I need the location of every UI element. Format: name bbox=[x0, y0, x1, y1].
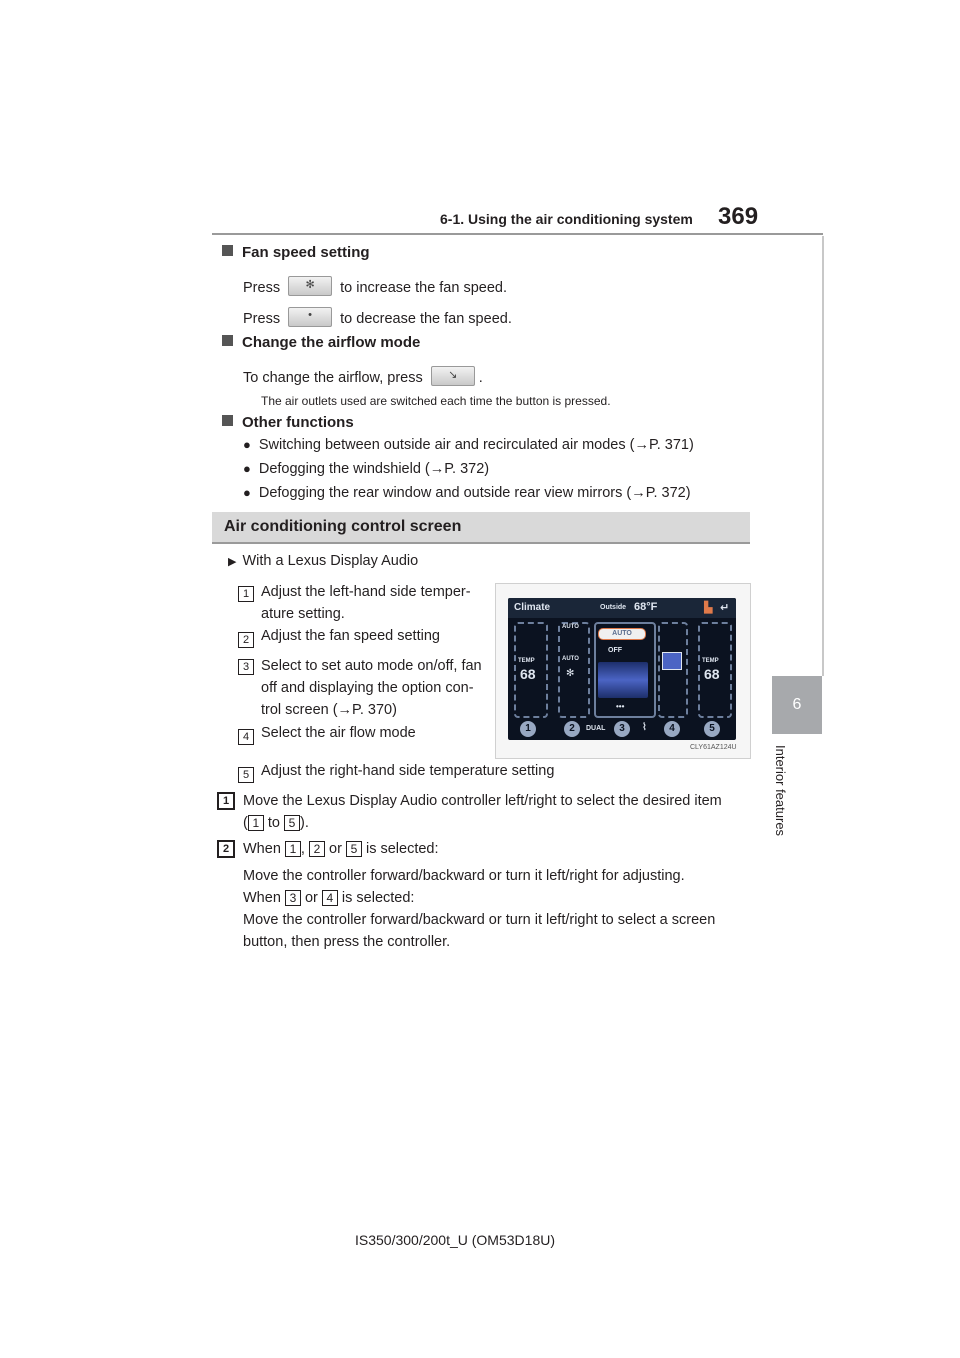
press-label: Press bbox=[243, 311, 281, 327]
item-text: Adjust the left-hand side temper- ature setting. bbox=[261, 584, 471, 622]
side-rule bbox=[822, 236, 824, 676]
bullet-icon: ● bbox=[243, 461, 251, 476]
step1-line1: Move the Lexus Display Audio controller left/right to select the desired item bbox=[243, 793, 722, 809]
airflow-heading-text: Change the airflow mode bbox=[242, 334, 421, 351]
step-number bbox=[217, 791, 235, 810]
item-text: Select to set auto mode on/off, fan off and displaying the option con- trol screen (→P. 370) bbox=[261, 658, 482, 718]
item-text: Select the air flow mode bbox=[261, 725, 416, 741]
variant-line bbox=[228, 553, 418, 569]
ref-num: 1 bbox=[248, 815, 264, 831]
airflow-line bbox=[243, 366, 483, 386]
other-item bbox=[243, 485, 691, 501]
screen-title: Climate bbox=[514, 602, 551, 613]
step2-line4: Move the controller forward/backward or turn it left/right to select a screen bbox=[243, 912, 716, 928]
step2-line2: Move the controller forward/backward or turn it left/right for adjusting. bbox=[243, 868, 685, 884]
other-item-text: Defogging the rear window and outside rear view mirrors (→P. 372) bbox=[258, 485, 691, 501]
is-selected: is selected: bbox=[365, 841, 439, 857]
step-num: 2 bbox=[217, 840, 235, 858]
paren: ). bbox=[300, 815, 309, 831]
seat-icon: ▙ bbox=[704, 602, 713, 614]
temp-label-left: TEMP bbox=[518, 658, 535, 664]
callout-num: 2 bbox=[238, 632, 254, 648]
other-item bbox=[243, 437, 694, 453]
or-word: or bbox=[304, 890, 318, 906]
fan-speed-heading-text: Fan speed setting bbox=[242, 244, 370, 261]
climate-screen bbox=[508, 598, 736, 740]
temp-value-left: 68 bbox=[520, 666, 536, 682]
auto-center: AUTO bbox=[562, 656, 579, 662]
image-code: CLY61AZ124U bbox=[690, 744, 737, 751]
comma: , bbox=[300, 841, 305, 857]
off-label: OFF bbox=[608, 647, 622, 654]
bullet-icon: ● bbox=[243, 437, 251, 452]
step-text bbox=[243, 790, 753, 834]
step-num: 1 bbox=[217, 792, 235, 810]
press-label: Press bbox=[243, 280, 281, 296]
airflow-heading bbox=[222, 334, 420, 351]
airflow-period: . bbox=[478, 370, 483, 386]
is-selected: is selected: bbox=[341, 890, 415, 906]
step-number bbox=[217, 839, 235, 858]
chapter-label bbox=[770, 745, 792, 845]
ref-num: 1 bbox=[285, 841, 301, 857]
when-word: When bbox=[243, 890, 281, 906]
page-number: 369 bbox=[718, 203, 759, 230]
paren: ( bbox=[243, 815, 248, 831]
item-text: Adjust the fan speed setting bbox=[261, 628, 440, 644]
callout-num: 5 bbox=[238, 767, 254, 783]
fan-speed-heading bbox=[222, 244, 370, 261]
screen-callout: 2 bbox=[564, 721, 580, 737]
airflow-button-icon: ↘ bbox=[431, 366, 475, 386]
square-bullet-icon bbox=[222, 245, 233, 256]
ref-num: 2 bbox=[309, 841, 325, 857]
bullet-icon: ● bbox=[243, 485, 251, 500]
screen-callout: 3 bbox=[614, 721, 630, 737]
chapter-tab: 6 bbox=[772, 676, 822, 734]
fan-increase-button-icon: ✻ bbox=[288, 276, 332, 296]
temp-value-right: 68 bbox=[704, 666, 720, 682]
other-item-text: Defogging the windshield (→P. 372) bbox=[258, 461, 490, 477]
square-bullet-icon bbox=[222, 335, 233, 346]
back-icon: ↵ bbox=[720, 602, 730, 614]
variant-text: With a Lexus Display Audio bbox=[242, 553, 419, 569]
section-title-bar bbox=[212, 512, 750, 544]
callout-number bbox=[238, 765, 254, 783]
fan-icon: ✻ bbox=[566, 668, 575, 679]
section-title-text: Air conditioning control screen bbox=[224, 518, 462, 535]
fan-level-bar bbox=[598, 662, 648, 698]
callout-number bbox=[238, 657, 254, 675]
auto-button: AUTO bbox=[598, 628, 646, 640]
fan-decrease-text: to decrease the fan speed. bbox=[340, 311, 512, 327]
callout-number bbox=[238, 727, 254, 745]
more-dots: ••• bbox=[616, 702, 625, 711]
square-bullet-icon bbox=[222, 415, 233, 426]
ref-num: 4 bbox=[322, 890, 338, 906]
footer-model: IS350/300/200t_U (OM53D18U) bbox=[355, 1232, 555, 1248]
ref-num: 5 bbox=[346, 841, 362, 857]
dual-label: DUAL bbox=[586, 725, 606, 732]
outside-temp: 68°F bbox=[634, 601, 658, 613]
other-item-text: Switching between outside air and recirculated air modes (→P. 371) bbox=[258, 437, 694, 453]
to-word: to bbox=[263, 815, 284, 831]
chapter-label-text: Interior features bbox=[773, 745, 788, 837]
other-item bbox=[243, 461, 489, 477]
airflow-selected-icon bbox=[662, 652, 682, 670]
other-heading-text: Other functions bbox=[242, 414, 354, 431]
step-text bbox=[243, 838, 753, 860]
other-heading bbox=[222, 414, 354, 431]
triangle-icon: ▶ bbox=[228, 556, 237, 568]
screen-callout: 4 bbox=[664, 721, 680, 737]
ref-num: 3 bbox=[285, 890, 301, 906]
section-title: 6-1. Using the air conditioning system bbox=[440, 211, 693, 227]
callout-number bbox=[238, 584, 254, 602]
outside-label: Outside bbox=[600, 604, 627, 611]
ref-num: 5 bbox=[284, 815, 300, 831]
header-rule bbox=[212, 233, 823, 235]
auto-left: AUTO bbox=[562, 624, 579, 630]
callout-num: 4 bbox=[238, 729, 254, 745]
callout-number bbox=[238, 630, 254, 648]
callout-num: 1 bbox=[238, 586, 254, 602]
screen-callout: 1 bbox=[520, 721, 536, 737]
fan-increase-text: to increase the fan speed. bbox=[340, 280, 508, 296]
step2-body bbox=[243, 865, 753, 953]
fan-decrease-button-icon: • bbox=[288, 307, 332, 327]
airflow-note: The air outlets used are switched each time the button is pressed. bbox=[261, 394, 611, 408]
screen-callout: 5 bbox=[704, 721, 720, 737]
airflow-text: To change the airflow, press bbox=[243, 370, 423, 386]
defrost-icon: ⌇ bbox=[642, 722, 647, 733]
callout-num: 3 bbox=[238, 659, 254, 675]
airflow-panel bbox=[658, 622, 688, 718]
fan-increase-line bbox=[243, 276, 507, 296]
step2-line5: button, then press the controller. bbox=[243, 934, 451, 950]
item-text: Adjust the right-hand side temperature setting bbox=[261, 763, 555, 779]
or-word: or bbox=[329, 841, 342, 857]
fan-decrease-line bbox=[243, 307, 512, 327]
when-word: When bbox=[243, 841, 281, 857]
temp-label-right: TEMP bbox=[702, 658, 719, 664]
